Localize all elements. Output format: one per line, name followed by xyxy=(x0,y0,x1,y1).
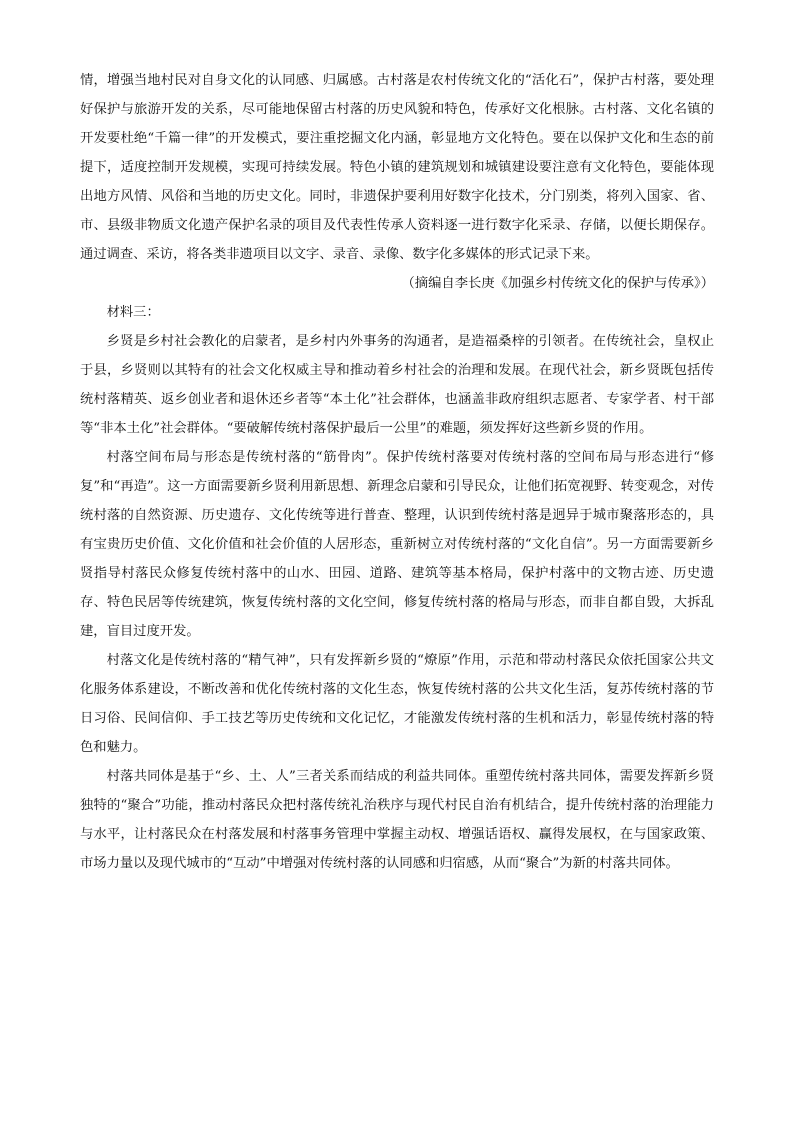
source-citation: （摘编自李长庚《加强乡村传统文化的保护与传承》） xyxy=(401,276,714,291)
material3-paragraph-2: 村落空间布局与形态是传统村落的“筋骨肉”。保护传统村落要对传统村落的空间布局与形态进行“修复”和“再造”。这一方面需要新乡贤利用新思想、新理念启蒙和引导民众，让他们拓宽视野、转变观念，对传统村落的自然资源、历史遗存、文化传统等进行普查、整理，认识到传统村落是迥异于城市聚落形态的，具有宝贵历史价值、文化价值和社会价值的人居形态，重新树立对传统村落的“文化自信”。另一方面需要新乡贤指导村落民众修复传统村落中的山水、田园、道路、建筑等基本格局，保护村落中的文物古迹、历史遗存、特色民居等传统建筑，恢复传统村落的文化空间，修复传统村落的格局与形态，而非自都自毁，大拆乱建，盲目过度开发。 xyxy=(80,450,714,639)
material-three-heading: 材料三： xyxy=(106,305,160,320)
material3-paragraph-1: 乡贤是乡村社会教化的启蒙者，是乡村内外事务的沟通者，是造福桑梓的引领者。在传统社会，皇权止于县，乡贤则以其特有的社会文化权威主导和推动着乡村社会的治理和发展。在现代社会，新乡贤既包括传统村落精英、返乡创业者和退休还乡者等“本土化”社会群体，也涵盖非政府组织志愿者、专家学者、村干部等“非本土化”社会群体。“要破解传统村落保护最后一公里”的难题，须发挥好这些新乡贤的作用。 xyxy=(80,334,714,436)
paragraph-continued: 情，增强当地村民对自身文化的认同感、归属感。古村落是农村传统文化的“活化石”，保护古村落，要处理好保护与旅游开发的关系，尽可能地保留古村落的历史风貌和特色，传承好文化根脉。古村落、文化名镇的开发要杜绝“千篇一律”的开发模式，要注重挖掘文化内涵，彰显地方文化特色。要在以保护文化和生态的前提下，适度控制开发规模，实现可持续发展。特色小镇的建筑规划和城镇建设要注意有文化特色，要能体现出地方风情、风俗和当地的历史文化。同时，非遗保护要利用好数字化技术，分门别类，将列入国家、省、市、县级非物质文化遗产保护名录的项目及代表性传承人资料逐一进行数字化采录、存储，以便长期保存。通过调查、采访，将各类非遗项目以文字、录音、录像、数字化多媒体的形式记录下来。 xyxy=(80,73,714,262)
material3-paragraph-3: 村落文化是传统村落的“精气神”，只有发挥新乡贤的“燎原”作用，示范和带动村落民众依托国家公共文化服务体系建设，不断改善和优化传统村落的文化生态，恢复传统村落的公共文化生活，复苏传统村落的节日习俗、民间信仰、手工技艺等历史传统和文化记忆，才能激发传统村落的生机和活力，彰显传统村落的特色和魅力。 xyxy=(80,653,714,755)
material3-paragraph-4: 村落共同体是基于“乡、土、人”三者关系而结成的利益共同体。重塑传统村落共同体，需要发挥新乡贤独特的“聚合”功能，推动村落民众把村落传统礼治秩序与现代村民自治有机结合，提升传统村落的治理能力与水平，让村落民众在村落发展和村落事务管理中掌握主动权、增强话语权、赢得发展权，在与国家政策、市场力量以及现代城市的“互动”中增强对传统村落的认同感和归宿感，从而“聚合”为新的村落共同体。 xyxy=(80,769,714,871)
